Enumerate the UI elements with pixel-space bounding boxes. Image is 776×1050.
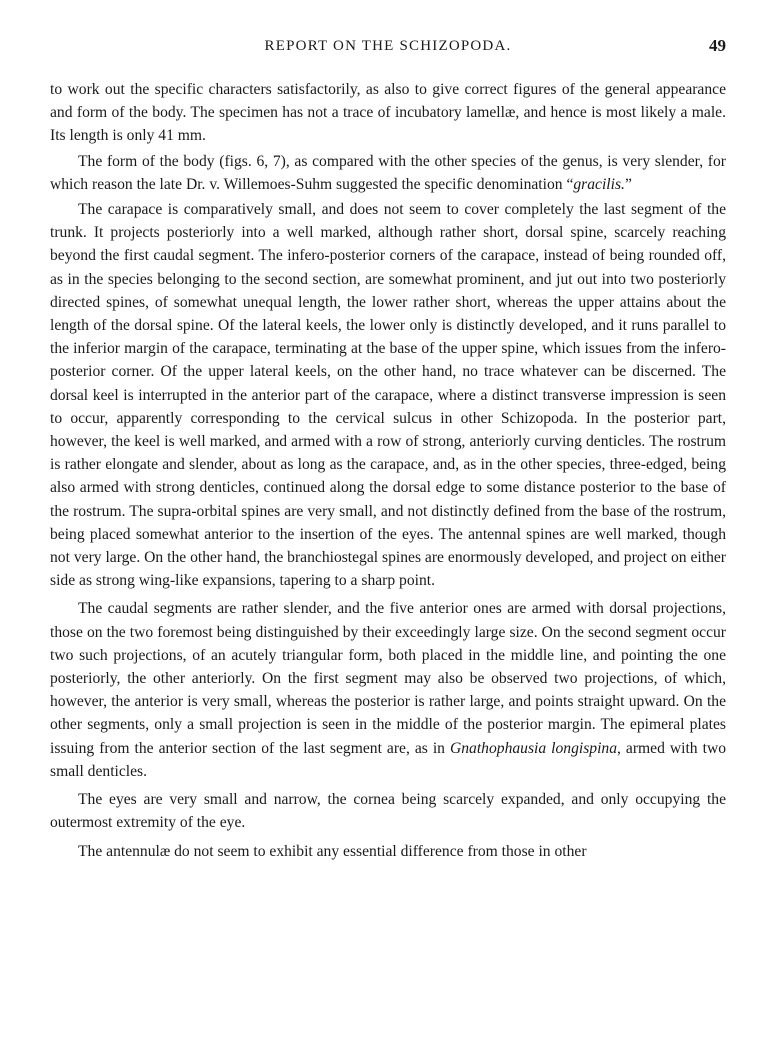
text-run: , armed with two small denticles.: [50, 739, 727, 780]
paragraph-antennulae: [50, 840, 726, 863]
text-run: The form of the body (figs. 6, 7), as compared with the other species of the genus, is very slender, for which reason the late Dr. v. Willemoes-Suhm suggested the specific denomination “: [50, 152, 726, 193]
paragraph-eyes: [50, 788, 726, 834]
text-run: The carapace is comparatively small, and does not seem to cover completely the last segment of the trunk. It projects posteriorly into a well marked, although rather short, dorsal spine, scarcely reaching beyond the first caudal segment. The infero-posterior corners of the carapace, instead of being rounded off, as in the species belonging to the second section, are somewhat prominent, and jut out into two posteriorly directed spines, of somewhat unequal length, the lower rather short, whereas the upper attains about the length of the dorsal spine. Of the lateral keels, the lower only is distinctly developed, and it runs parallel to the inferior margin of the carapace, terminating at the base of the upper spine, which issues from the infero-posterior corner. Of the upper lateral keels, on the other hand, no trace whatever can be discerned. The dorsal keel is interrupted in the anterior part of the carapace, where a distinct transverse impression is seen to occur, apparently corresponding to the cervical sulcus in other Schizopoda. In the posterior part, however, the keel is well marked, and armed with a row of strong, anteriorly curving denticles. The rostrum is rather elongate and slender, about as long as the carapace, and, as in the other species, three-edged, being also armed with strong denticles, continued along the dorsal edge to some distance posterior to the base of the rostrum. The supra-orbital spines are very small, and not distinctly defined from the base of the rostrum, being placed somewhat anterior to the insertion of the eyes. The antennal spines are well marked, though not very large. On the other hand, the branchiostegal spines are enormously developed, and project on either side as strong wing-like expansions, tapering to a sharp point.: [50, 201, 726, 590]
text-run: to work out the specific characters satisfactorily, as also to give correct figures of the general appearance and form of the body. The specimen has not a trace of incubatory lamellæ, and hence is most likely a male. Its length is only 41 mm.: [50, 81, 726, 145]
paragraph-continuation: [50, 78, 726, 148]
paragraph-carapace: [50, 198, 726, 592]
page-number: 49: [709, 36, 726, 55]
italic-term: Gnathophausia longispina: [449, 739, 618, 757]
running-head: [50, 38, 726, 64]
text-run: ”: [624, 175, 632, 193]
text-run: The antennulæ do not seem to exhibit any essential difference from those in other: [78, 842, 587, 860]
document-page: [50, 38, 726, 863]
body-text: [50, 78, 726, 863]
running-title: REPORT ON THE SCHIZOPODA.: [264, 38, 512, 54]
paragraph-caudal-segments: [50, 597, 726, 783]
paragraph-body-form: [50, 150, 726, 196]
text-run: The caudal segments are rather slender, and the five anterior ones are armed with dorsal projections, those on the two foremost being distinguished by their exceedingly large size. On the second segment occur two such projections, of an acutely triangular form, both placed in the middle line, and pointing the one posteriorly, the other anteriorly. On the first segment may also be observed two projections, of which, however, the anterior is very small, whereas the posterior is rather large, and points straight upward. On the other segments, only a small projection is seen in the middle of the posterior margin. The epimeral plates issuing from the anterior section of the last segment are, as in: [50, 600, 726, 757]
text-run: The eyes are very small and narrow, the cornea being scarcely expanded, and only occupying the outermost extremity of the eye.: [50, 791, 726, 832]
italic-term: gracilis.: [573, 175, 625, 193]
